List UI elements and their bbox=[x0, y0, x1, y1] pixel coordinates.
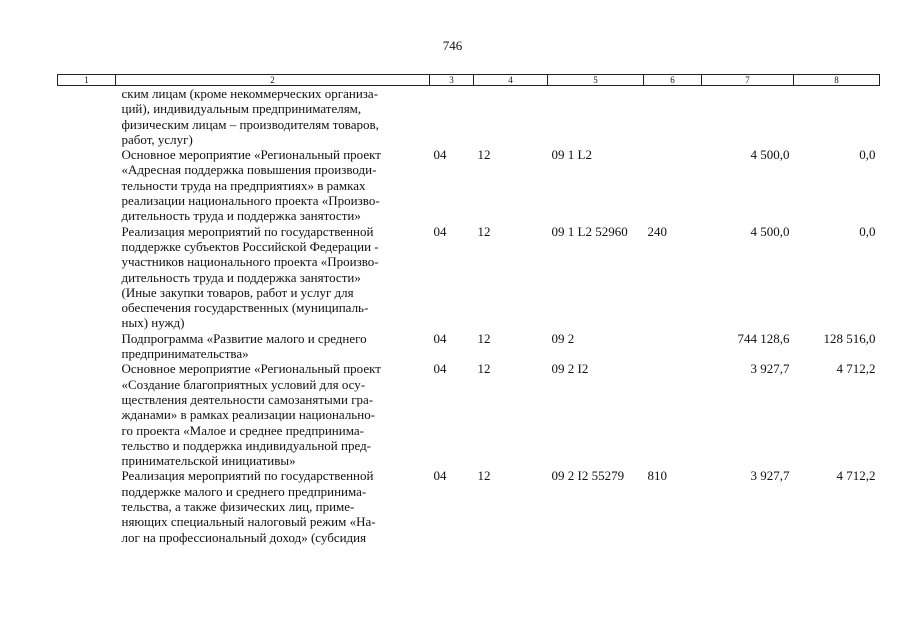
cell-expense-type: 240 bbox=[647, 223, 667, 239]
cell-description bbox=[116, 361, 430, 468]
description-line: «Создание благоприятных условий для осу- bbox=[121, 376, 366, 392]
column-header-6: 6 bbox=[644, 75, 702, 86]
table-row bbox=[58, 331, 880, 362]
table-row bbox=[58, 147, 880, 223]
description-line: обеспечения государственных (муниципаль- bbox=[121, 300, 369, 316]
cell-section: 04 bbox=[433, 361, 447, 377]
table-row bbox=[58, 86, 880, 148]
cell-section bbox=[430, 86, 474, 148]
cell-subsection: 12 bbox=[477, 361, 491, 377]
description-line: ных) нужд) bbox=[121, 315, 185, 331]
cell-section: 04 bbox=[433, 223, 447, 239]
cell-col-1 bbox=[58, 86, 116, 148]
page-number: 746 bbox=[442, 38, 463, 53]
cell-target-article: 09 2 I2 55279 bbox=[551, 468, 625, 484]
column-header-8: 8 bbox=[794, 75, 880, 86]
cell-description bbox=[116, 331, 430, 362]
cell-col-1 bbox=[58, 331, 116, 362]
description-line: Реализация мероприятий по государственной bbox=[121, 468, 374, 484]
description-line: ским лицам (кроме некоммерческих организа- bbox=[121, 86, 379, 101]
column-number-row bbox=[58, 75, 880, 86]
description-line: поддержке малого и среднего предпринима- bbox=[121, 483, 367, 499]
description-line: предпринимательства» bbox=[121, 346, 249, 362]
cell-amount-year-2: 128 516,0 bbox=[823, 330, 876, 346]
column-header-2: 2 bbox=[116, 75, 430, 86]
description-line: реализации национального проекта «Произво- bbox=[121, 193, 380, 209]
cell-expense-type bbox=[644, 86, 702, 148]
description-line: го проекта «Малое и среднее предпринима- bbox=[121, 422, 364, 438]
cell-expense-type: 810 bbox=[647, 468, 667, 484]
cell-subsection: 12 bbox=[477, 147, 491, 163]
cell-amount-year-1: 3 927,7 bbox=[750, 361, 790, 377]
cell-amount-year-1: 4 500,0 bbox=[750, 147, 790, 163]
description-line: работ, услуг) bbox=[121, 131, 193, 147]
cell-expense-type bbox=[644, 361, 702, 468]
cell-target-article: 09 1 L2 bbox=[551, 147, 592, 163]
table-row bbox=[58, 224, 880, 331]
description-line: Основное мероприятие «Региональный проект bbox=[121, 147, 381, 163]
cell-section: 04 bbox=[433, 147, 447, 163]
description-line: тельности труда на предприятиях» в рамках bbox=[121, 177, 366, 193]
cell-col-1 bbox=[58, 147, 116, 223]
column-header-3: 3 bbox=[430, 75, 474, 86]
description-line: няющих специальный налоговый режим «На- bbox=[121, 514, 376, 530]
cell-amount-year-1: 3 927,7 bbox=[750, 468, 790, 484]
cell-subsection: 12 bbox=[477, 223, 491, 239]
description-line: лог на профессиональный доход» (субсидия bbox=[121, 529, 367, 545]
description-line: ций), индивидуальным предпринимателям, bbox=[121, 101, 362, 117]
cell-subsection: 12 bbox=[477, 330, 491, 346]
description-line: физическим лицам – производителям товаров, bbox=[121, 116, 379, 132]
cell-col-1 bbox=[58, 224, 116, 331]
cell-description bbox=[116, 86, 430, 148]
description-line: Подпрограмма «Развитие малого и среднего bbox=[121, 330, 367, 346]
table-row bbox=[58, 468, 880, 544]
cell-section: 04 bbox=[433, 468, 447, 484]
cell-description bbox=[116, 224, 430, 331]
cell-amount-year-1 bbox=[702, 86, 794, 148]
cell-target-article bbox=[548, 86, 644, 148]
description-line: поддержке субъектов Российской Федерации - bbox=[121, 238, 379, 254]
cell-target-article: 09 1 L2 52960 bbox=[551, 223, 628, 239]
cell-col-1 bbox=[58, 361, 116, 468]
column-header-4: 4 bbox=[474, 75, 548, 86]
column-header-1: 1 bbox=[58, 75, 116, 86]
description-line: Основное мероприятие «Региональный проект bbox=[121, 361, 381, 377]
cell-amount-year-2: 4 712,2 bbox=[836, 468, 876, 484]
description-line: ществления деятельности самозанятыми гра- bbox=[121, 391, 374, 407]
cell-target-article: 09 2 bbox=[551, 330, 575, 346]
cell-col-1 bbox=[58, 468, 116, 544]
column-header-7: 7 bbox=[702, 75, 794, 86]
cell-amount-year-1: 4 500,0 bbox=[750, 223, 790, 239]
description-line: принимательской инициативы» bbox=[121, 453, 296, 469]
cell-amount-year-2: 4 712,2 bbox=[836, 361, 876, 377]
cell-description bbox=[116, 468, 430, 544]
cell-amount-year-2: 0,0 bbox=[859, 223, 876, 239]
description-line: (Иные закупки товаров, работ и услуг для bbox=[121, 284, 354, 300]
cell-section: 04 bbox=[433, 330, 447, 346]
cell-expense-type bbox=[644, 331, 702, 362]
table-body bbox=[58, 86, 880, 545]
description-line: «Адресная поддержка повышения производи- bbox=[121, 162, 377, 178]
cell-subsection bbox=[474, 86, 548, 148]
description-line: жданами» в рамках реализации национально- bbox=[121, 407, 376, 423]
cell-description bbox=[116, 147, 430, 223]
table-row bbox=[58, 361, 880, 468]
description-line: участников национального проекта «Произво- bbox=[121, 254, 379, 270]
column-header-5: 5 bbox=[548, 75, 644, 86]
cell-amount-year-2 bbox=[794, 86, 880, 148]
cell-subsection: 12 bbox=[477, 468, 491, 484]
description-line: дительность труда и поддержка занятости» bbox=[121, 208, 361, 224]
description-line: дительность труда и поддержка занятости» bbox=[121, 269, 361, 285]
description-line: тельство и поддержка индивидуальной пред- bbox=[121, 437, 372, 453]
cell-amount-year-1: 744 128,6 bbox=[737, 330, 790, 346]
description-line: Реализация мероприятий по государственной bbox=[121, 223, 374, 239]
cell-expense-type bbox=[644, 147, 702, 223]
description-line: тельства, а также физических лиц, приме- bbox=[121, 499, 355, 515]
budget-table bbox=[57, 74, 880, 545]
cell-target-article: 09 2 I2 bbox=[551, 361, 589, 377]
cell-amount-year-2: 0,0 bbox=[859, 147, 876, 163]
